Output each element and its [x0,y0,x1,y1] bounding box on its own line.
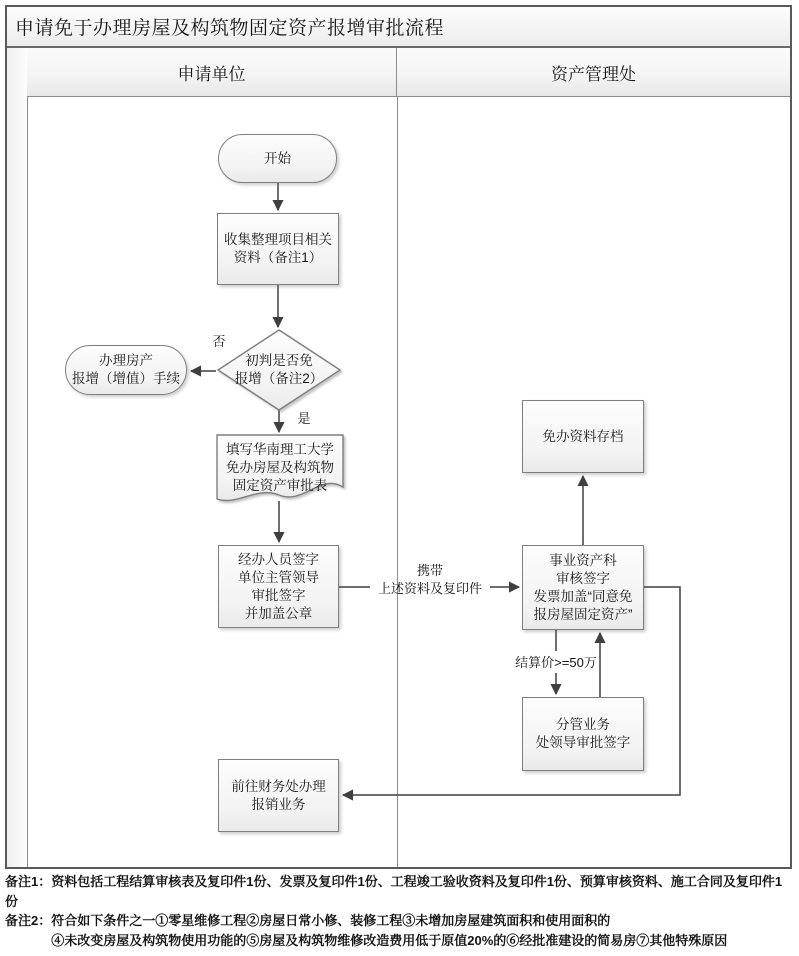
note-2-line2: ④未改变房屋及构筑物使用功能的⑤房屋及构筑物维修改造费用低于原值20%的⑥经批准建设的简易房⑦其他特殊原因 [51,932,728,948]
note-1 [5,872,795,911]
note-2-line1: 符合如下条件之一①零星维修工程②房屋日常小修、装修工程③未增加房屋建筑面积和使用面积的 [51,913,611,928]
sign-line4: 并加盖公章 [244,605,313,621]
decision-line2: 报增（备注2） [234,371,324,386]
sign-line3: 审批签字 [251,587,306,603]
collect-box [217,213,339,285]
asset-review-line4: 报房屋固定资产” [533,606,633,622]
leader-line1: 分管业务 [556,717,610,732]
note-1-text: 资料包括工程结算审核表及复印件1份、发票及复印件1份、工程竣工验收资料及复印件1份、预算审核资料、施工合同及复印件1份 [5,874,783,909]
form-line2: 免办房屋及构筑物 [226,460,334,475]
edge-label-price: 结算价>=50万 [515,655,597,670]
lane-header-applicant-label: 申请单位 [177,64,246,84]
finance-line1: 前往财务处办理 [231,778,326,794]
decision-line1: 初判是否免 [245,353,313,368]
sign-line2: 单位主管领导 [238,569,319,585]
form-document-text [217,441,343,495]
asset-review-line1: 事业资产科 [549,552,617,568]
collect-line2: 资料（备注1） [233,250,323,265]
archive-label: 免办资料存档 [542,428,624,444]
register-line2: 报增（增值）手续 [72,371,180,386]
archive-box [522,400,644,473]
asset-review-box [522,545,644,630]
note-2 [5,911,795,950]
note-2-body [51,911,727,950]
form-line1: 填写华南理工大学 [226,442,334,457]
leader-approval-box [522,697,644,771]
finance-line2: 报销业务 [251,796,306,812]
collect-line1: 收集整理项目相关 [224,232,332,247]
asset-review-line3: 发票加盖“同意免 [533,588,633,604]
register-line1: 办理房产 [99,353,153,368]
sign-line1: 经办人员签字 [238,551,319,567]
edge-label-no: 否 [212,334,226,349]
note-2-label: 备注2： [5,913,52,928]
form-line3: 固定资产审批表 [232,478,328,493]
register-terminator [65,345,187,395]
sign-box [218,545,339,628]
edge-label-materials: 上述资料及复印件 [377,581,482,596]
asset-review-line2: 审核签字 [556,570,610,586]
edge-label-carry: 携带 [416,563,443,578]
start-label: 开始 [264,150,291,166]
leader-line2: 处领导审批签字 [535,735,631,750]
lane-header-asset-dept-label: 资产管理处 [551,64,636,84]
start-terminator [218,134,337,183]
notes-section [5,872,795,950]
edge-label-yes: 是 [297,411,311,426]
decision-text [219,352,339,388]
finance-box [218,759,339,832]
page-title: 申请免于办理房屋及构筑物固定资产报增审批流程 [15,18,445,39]
note-1-label: 备注1： [5,874,52,889]
